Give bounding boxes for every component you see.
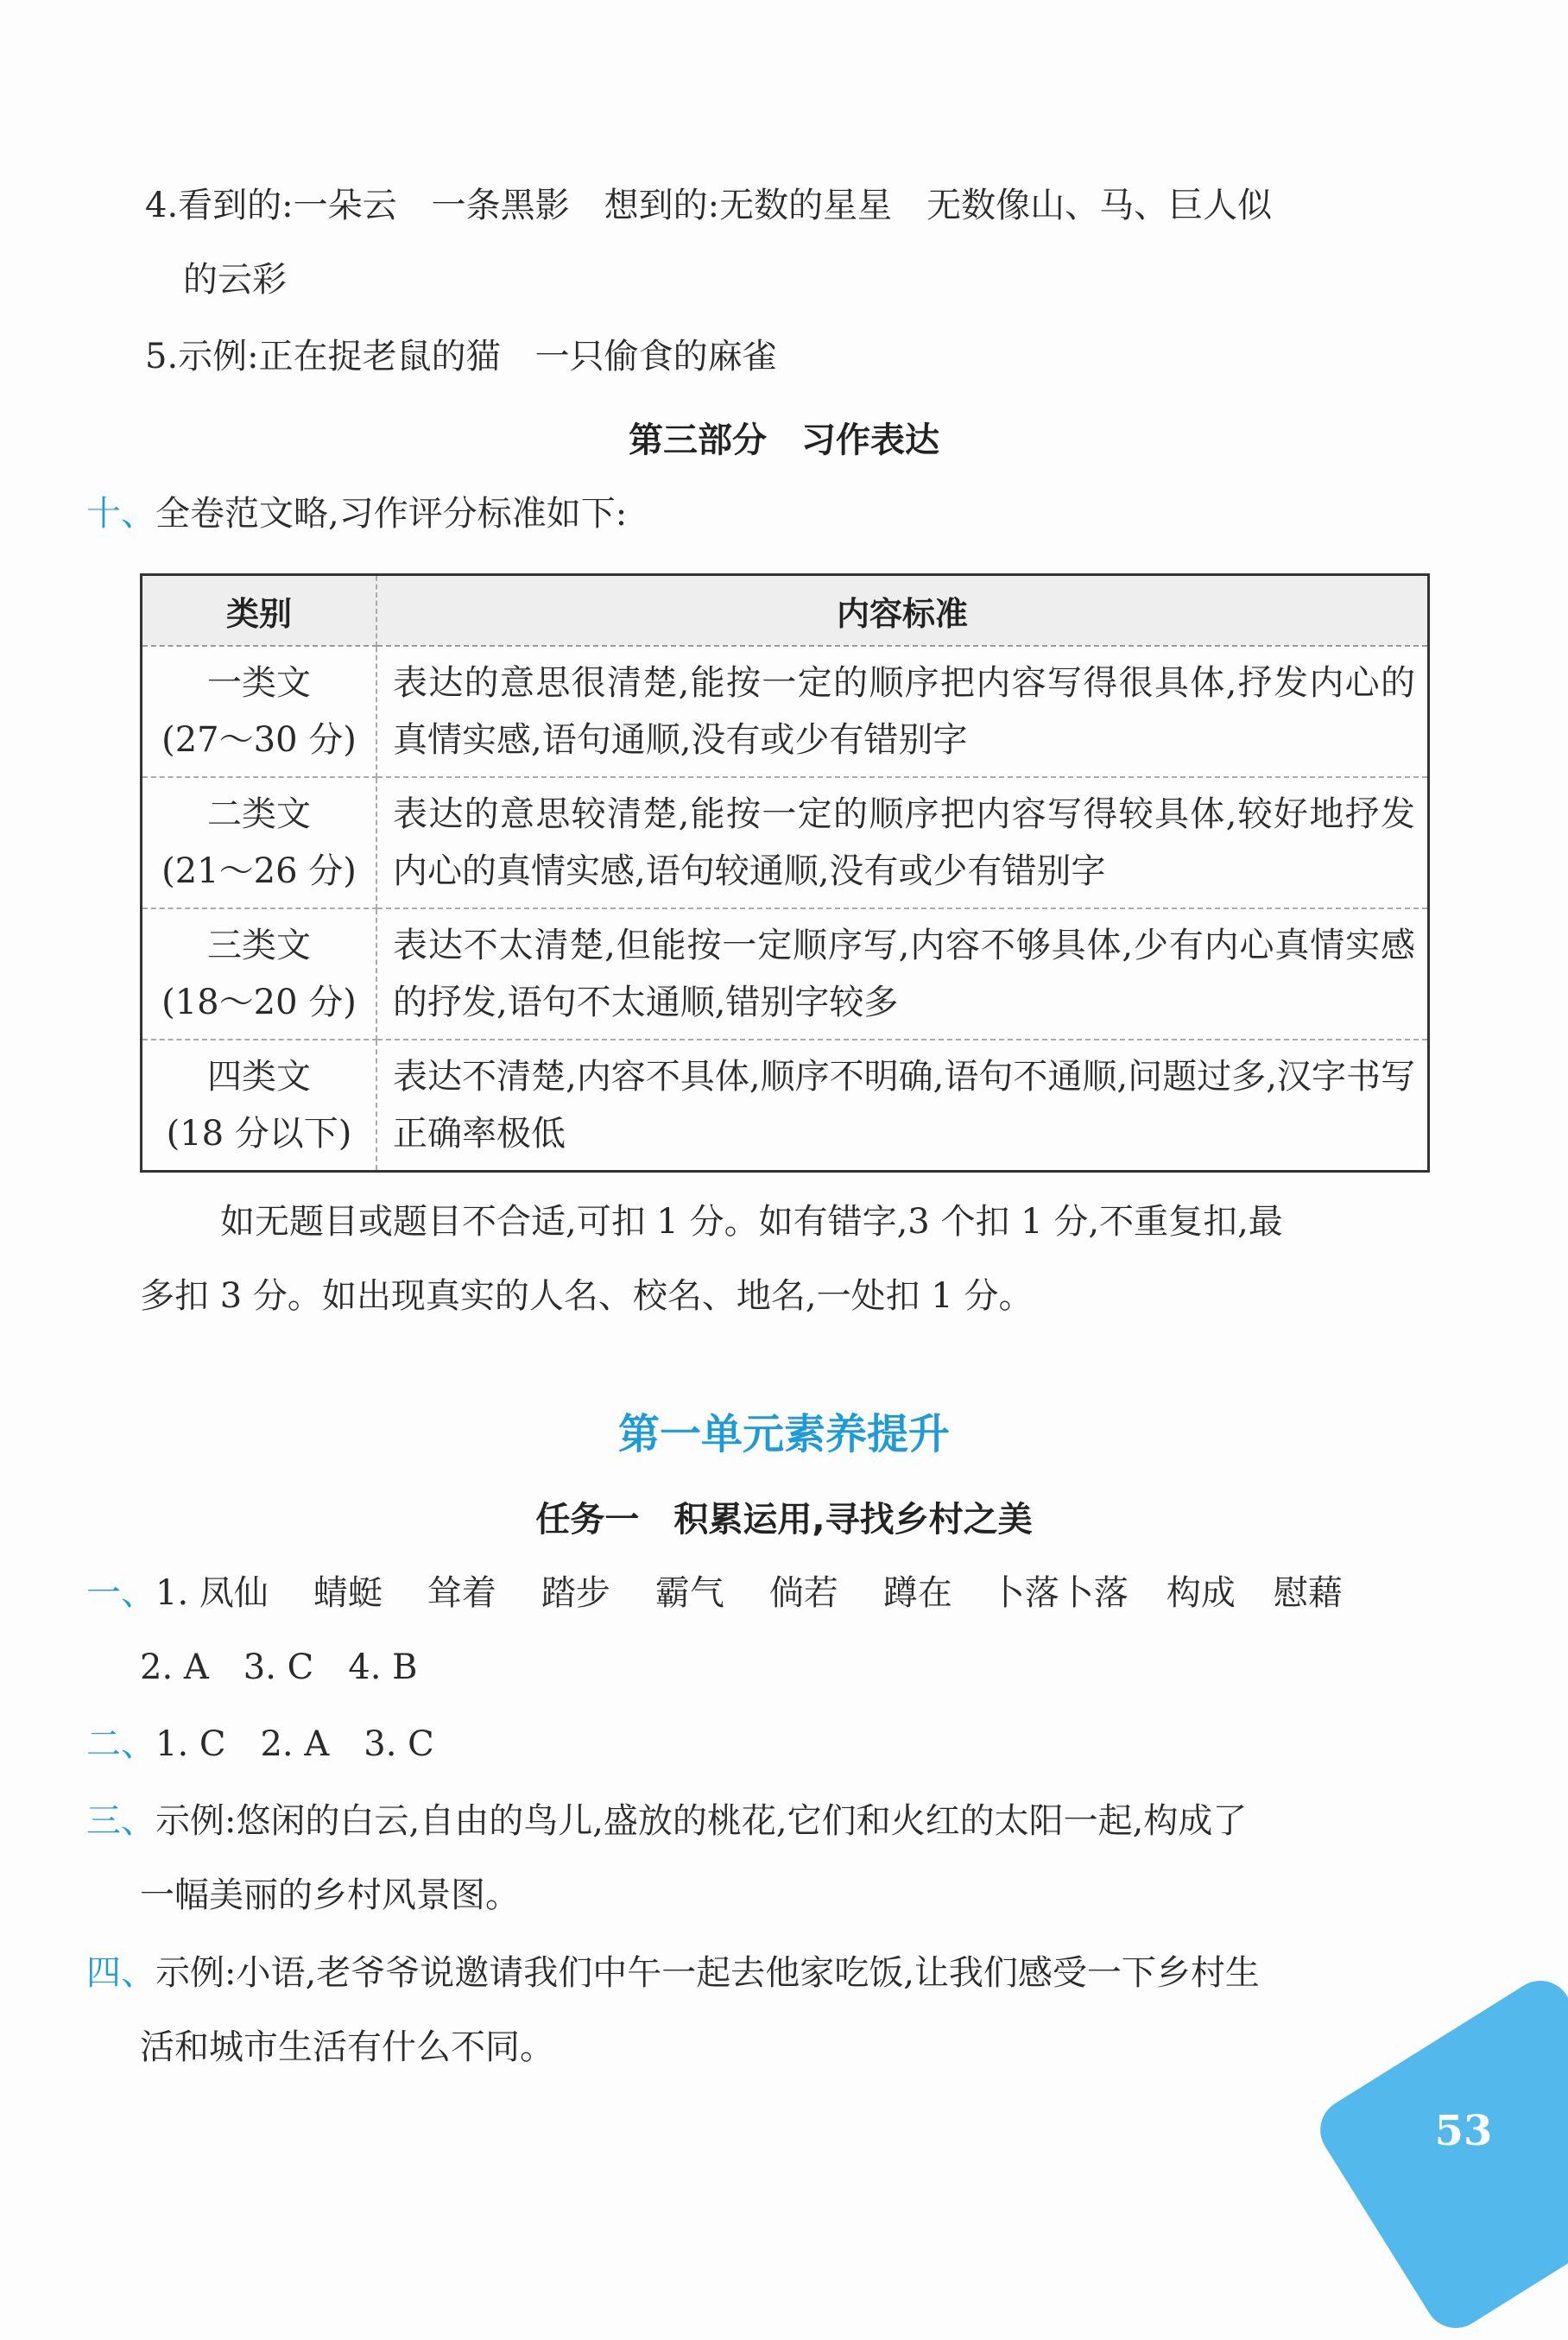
header-criteria: 内容标准 (376, 575, 1429, 647)
part-3-title: 第三部分 习作表达 (629, 421, 939, 460)
vocab-word: 耸着 (427, 1573, 496, 1613)
header-category: 类别 (142, 575, 377, 647)
category-cell (142, 646, 377, 777)
page-number: 53 (1434, 2107, 1493, 2155)
question-4-line-2: 活和城市生活有什么不同。 (140, 2027, 554, 2067)
question-4-line-1 (86, 1953, 1260, 1993)
category-cell (142, 908, 377, 1040)
deduction-line-1: 如无题目或题目不合适,可扣 1 分。如有错字,3 个扣 1 分,不重复扣,最 (220, 1202, 1283, 1242)
question-10 (86, 494, 628, 534)
criteria-cell: 表达的意思很清楚,能按一定的顺序把内容写得很具体,抒发内心的真情实感,语句通顺,没有或少有错别字 (376, 646, 1429, 777)
category-label: 二类文 (207, 794, 311, 834)
category-label: 四类文 (207, 1057, 311, 1097)
item-4-line-1: 4.看到的:一朵云 一条黑影 想到的:无数的星星 无数像山、马、巨人似 (145, 186, 1273, 225)
item-4-line-2: 的云彩 (183, 260, 287, 300)
vocab-word: 踏步 (541, 1573, 610, 1613)
table-row (142, 1040, 1429, 1172)
deduction-line-2: 多扣 3 分。如出现真实的人名、校名、地名,一处扣 1 分。 (140, 1276, 1034, 1316)
question-1-number: 一、 (86, 1573, 155, 1613)
category-range: (18 分以下) (166, 1114, 352, 1154)
vocab-word: 1. 凤仙 (155, 1573, 269, 1613)
vocab-word: 构成 (1166, 1573, 1236, 1613)
category-range: (18～20 分) (161, 983, 357, 1022)
category-range: (27～30 分) (161, 720, 357, 760)
table-row (142, 646, 1429, 777)
question-1-line-2: 2. A 3. C 4. B (140, 1647, 418, 1687)
question-3-line-1 (86, 1801, 1248, 1841)
question-2 (86, 1724, 434, 1764)
category-label: 一类文 (207, 663, 311, 703)
question-4-text: 示例:小语,老爷爷说邀请我们中午一起去他家吃饭,让我们感受一下乡村生 (155, 1953, 1260, 1993)
table-header-row (142, 575, 1429, 647)
category-cell (142, 1040, 377, 1172)
category-range: (21～26 分) (161, 851, 357, 891)
scoring-standards-table (140, 573, 1430, 1173)
question-2-text: 1. C 2. A 3. C (155, 1724, 434, 1764)
question-3-text: 示例:悠闲的白云,自由的鸟儿,盛放的桃花,它们和火红的太阳一起,构成了 (155, 1801, 1248, 1841)
table-row (142, 908, 1429, 1040)
item-5: 5.示例:正在捉老鼠的猫 一只偷食的麻雀 (145, 337, 777, 376)
task-1-title: 任务一 积累运用,寻找乡村之美 (535, 1500, 1033, 1540)
vocab-word: 霸气 (654, 1573, 724, 1613)
vocab-word: 蹲在 (882, 1573, 952, 1613)
question-10-text: 全卷范文略,习作评分标准如下: (155, 494, 628, 534)
question-3-number: 三、 (86, 1801, 155, 1841)
criteria-cell: 表达不清楚,内容不具体,顺序不明确,语句不通顺,问题过多,汉字书写正确率极低 (393, 1057, 1415, 1154)
question-2-number: 二、 (86, 1724, 155, 1764)
question-3-line-2: 一幅美丽的乡村风景图。 (140, 1875, 520, 1915)
criteria-cell: 表达不太清楚,但能按一定顺序写,内容不够具体,少有内心真情实感的抒发,语句不太通顺,错别字较多 (376, 908, 1429, 1040)
question-4-number: 四、 (86, 1953, 155, 1993)
category-label: 三类文 (207, 926, 311, 965)
question-10-number: 十、 (86, 494, 155, 534)
vocab-word: 卜落卜落 (989, 1573, 1129, 1613)
question-1-line-1 (86, 1573, 1343, 1613)
vocab-word: 倘若 (768, 1573, 838, 1613)
vocab-word: 慰藉 (1273, 1573, 1343, 1613)
criteria-cell: 表达的意思较清楚,能按一定的顺序把内容写得较具体,较好地抒发内心的真情实感,语句较通顺,没有或少有错别字 (376, 777, 1429, 908)
category-cell (142, 777, 377, 908)
unit-title: 第一单元素养提升 (617, 1410, 950, 1458)
table-row (142, 777, 1429, 908)
vocab-word: 蜻蜓 (313, 1573, 383, 1613)
